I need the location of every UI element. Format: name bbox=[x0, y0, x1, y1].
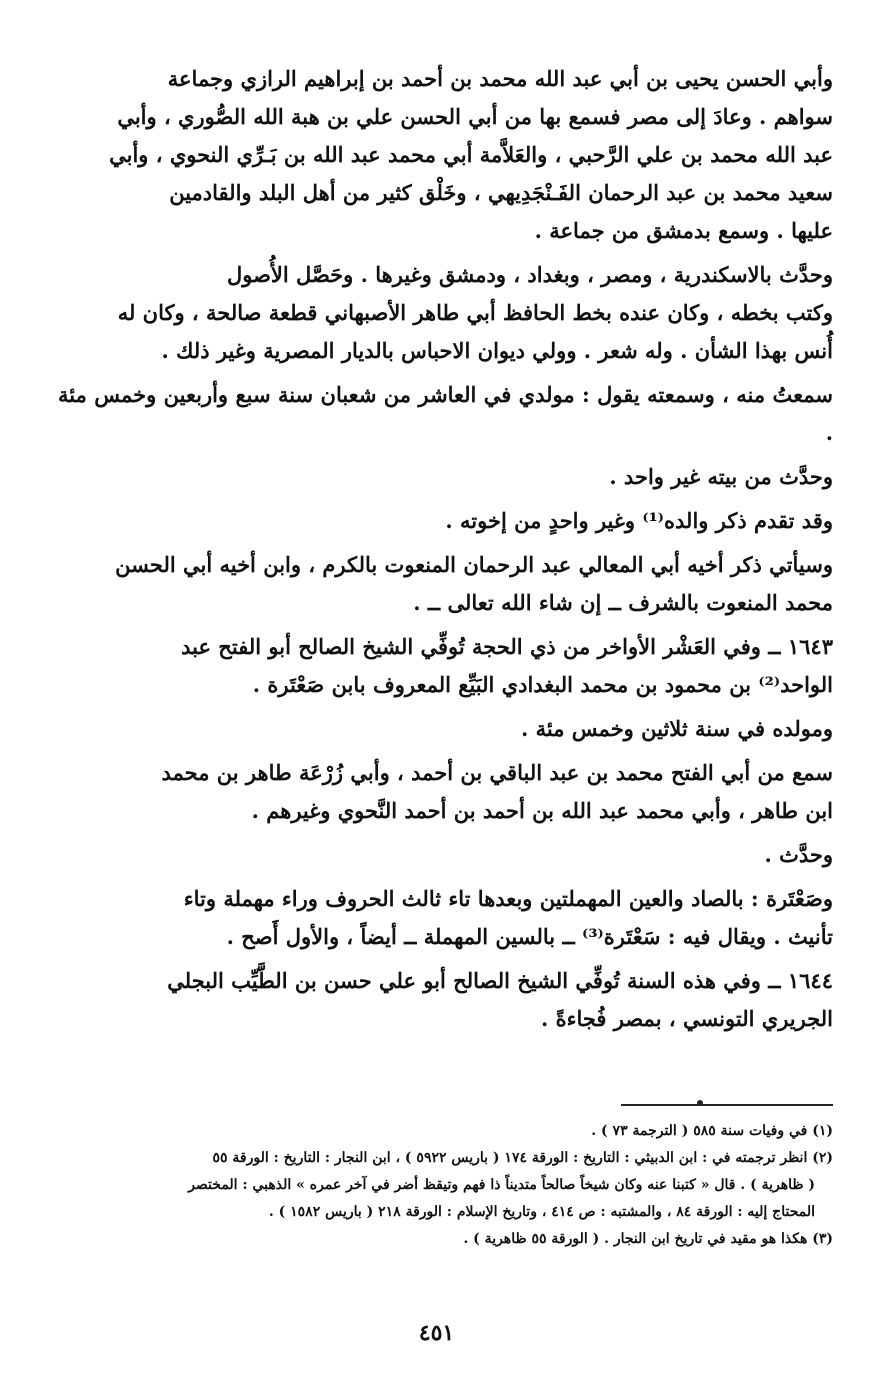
footnote bbox=[58, 1226, 833, 1253]
text-line: وصَعْتَرة : بالصاد والعين المهملتين وبعدها تاء ثالث الحروف وراء مهملة وتاء bbox=[183, 886, 833, 911]
text-line: وقد تقدم ذكر والده⁽¹⁾ وغير واحدٍ من إخوته . bbox=[445, 508, 833, 533]
paragraph bbox=[58, 962, 833, 1038]
footnote-separator-ornament bbox=[697, 1100, 703, 1106]
text-line: سعيد محمد بن عبد الرحمان الفَـنْجَدِيهي ، وخَلْق كثير من أهل البلد والقادمين bbox=[169, 180, 833, 205]
text-line: الجريري التونسي ، بمصر فُجاءةً . bbox=[540, 1006, 833, 1031]
text-line: وحدَّث . bbox=[764, 842, 833, 867]
paragraph bbox=[58, 754, 833, 830]
paragraph bbox=[58, 458, 833, 496]
footnote bbox=[58, 1145, 833, 1226]
paragraph bbox=[58, 628, 833, 704]
text-line: سمع من أبي الفتح محمد بن عبد الباقي بن أحمد ، وأبي زُرْعَة طاهر بن محمد bbox=[161, 760, 833, 785]
text-line: عبد الله محمد بن علي الرَّحبي ، والعَلاَّمة أبي محمد عبد الله بن بَـرِّي النحوي ، وأبي bbox=[109, 142, 833, 167]
text-line: وكتب بخطه ، وكان عنده بخط الحافظ أبي طاهر الأصبهاني قطعة صالحة ، وكان له bbox=[117, 300, 833, 325]
text-line: ١٦٤٣ ــ وفي العَشْر الأواخر من ذي الحجة تُوفِّي الشيخ الصالح أبو الفتح عبد bbox=[181, 634, 833, 659]
paragraph bbox=[58, 376, 833, 452]
body-text-block bbox=[58, 60, 833, 1038]
footnote bbox=[58, 1118, 833, 1145]
paragraph bbox=[58, 502, 833, 540]
text-line: محمد المنعوت بالشرف ــ إن شاء الله تعالى ــ . bbox=[413, 590, 833, 615]
footnote-line: المحتاج إليه : الورقة ٨٤ ، والمشتبه : ص ٤١٤ ، وتاريخ الإسلام : الورقة ٢١٨ ( باريس ١٥٨٢ ) . bbox=[268, 1204, 815, 1220]
main-text bbox=[58, 60, 833, 1044]
footnote-separator bbox=[621, 1104, 833, 1106]
text-line: تأنيث . ويقال فيه : سَعْتَرة⁽³⁾ ــ بالسين المهملة ــ أيضاً ، والأول أَصح . bbox=[226, 924, 833, 949]
paragraph bbox=[58, 546, 833, 622]
paragraph bbox=[58, 836, 833, 874]
text-line: سمعتُ منه ، وسمعته يقول : مولدي في العاشر من شعبان سنة سبع وأربعين وخمس مئة . bbox=[58, 382, 833, 445]
text-line: وأبي الحسن يحيى بن أبي عبد الله محمد بن أحمد بن إبراهيم الرازي وجماعة bbox=[167, 66, 833, 91]
footnote-line: (٣) هكذا هو مقيد في تاريخ ابن النجار . ( الورقة ٥٥ ظاهرية ) . bbox=[463, 1231, 833, 1247]
paragraph bbox=[58, 880, 833, 956]
text-line: أُنس بهذا الشأن . وله شعر . وولي ديوان الاحباس بالديار المصرية وغير ذلك . bbox=[161, 338, 833, 363]
paragraph bbox=[58, 710, 833, 748]
text-line: عليها . وسمع بدمشق من جماعة . bbox=[534, 218, 833, 243]
text-line: ابن طاهر ، وأبي محمد عبد الله بن أحمد بن أحمد النَّحوي وغيرهم . bbox=[251, 798, 833, 823]
paragraph bbox=[58, 256, 833, 370]
footnote-line: ( ظاهرية ) . قال « كتبنا عنه وكان شيخاً صالحاً متديناً ذا فهم وتيقظ أضر في آخر عمره » الذهبي : المختصر bbox=[188, 1177, 815, 1193]
footnotes bbox=[58, 1118, 833, 1253]
text-line: وحدَّث بالاسكندرية ، ومصر ، وبغداد ، ودمشق وغيرها . وحَصَّل الأُصول bbox=[226, 262, 833, 287]
text-line: وسيأتي ذكر أخيه أبي المعالي عبد الرحمان المنعوت بالكرم ، وابن أخيه أبي الحسن bbox=[115, 552, 833, 577]
footnote-line: (١) في وفيات سنة ٥٨٥ ( الترجمة ٧٣ ) . bbox=[591, 1123, 833, 1139]
text-line: الواحد⁽²⁾ بن محمود بن محمد البغدادي البَيِّع المعروف بابن صَعْتَرة . bbox=[252, 672, 833, 697]
text-line: ومولده في سنة ثلاثين وخمس مئة . bbox=[521, 716, 833, 741]
footnote-line: (٢) انظر ترجمته في : ابن الدبيثي : التاريخ : الورقة ١٧٤ ( باريس ٥٩٢٢ ) ، ابن النجار : التاريخ : الورقة ٥٥ bbox=[212, 1150, 833, 1166]
text-line: ١٦٤٤ ــ وفي هذه السنة تُوفِّي الشيخ الصالح أبو علي حسن بن الطَّيِّب البجلي bbox=[167, 968, 833, 993]
paragraph bbox=[58, 60, 833, 250]
text-line: سواهم . وعادَ إلى مصر فسمع بها من أبي الحسن علي بن هبة الله الصُّوري ، وأبي bbox=[117, 104, 833, 129]
page-number: ٤٥١ bbox=[418, 1320, 455, 1346]
text-line: وحدَّث من بيته غير واحد . bbox=[609, 464, 833, 489]
